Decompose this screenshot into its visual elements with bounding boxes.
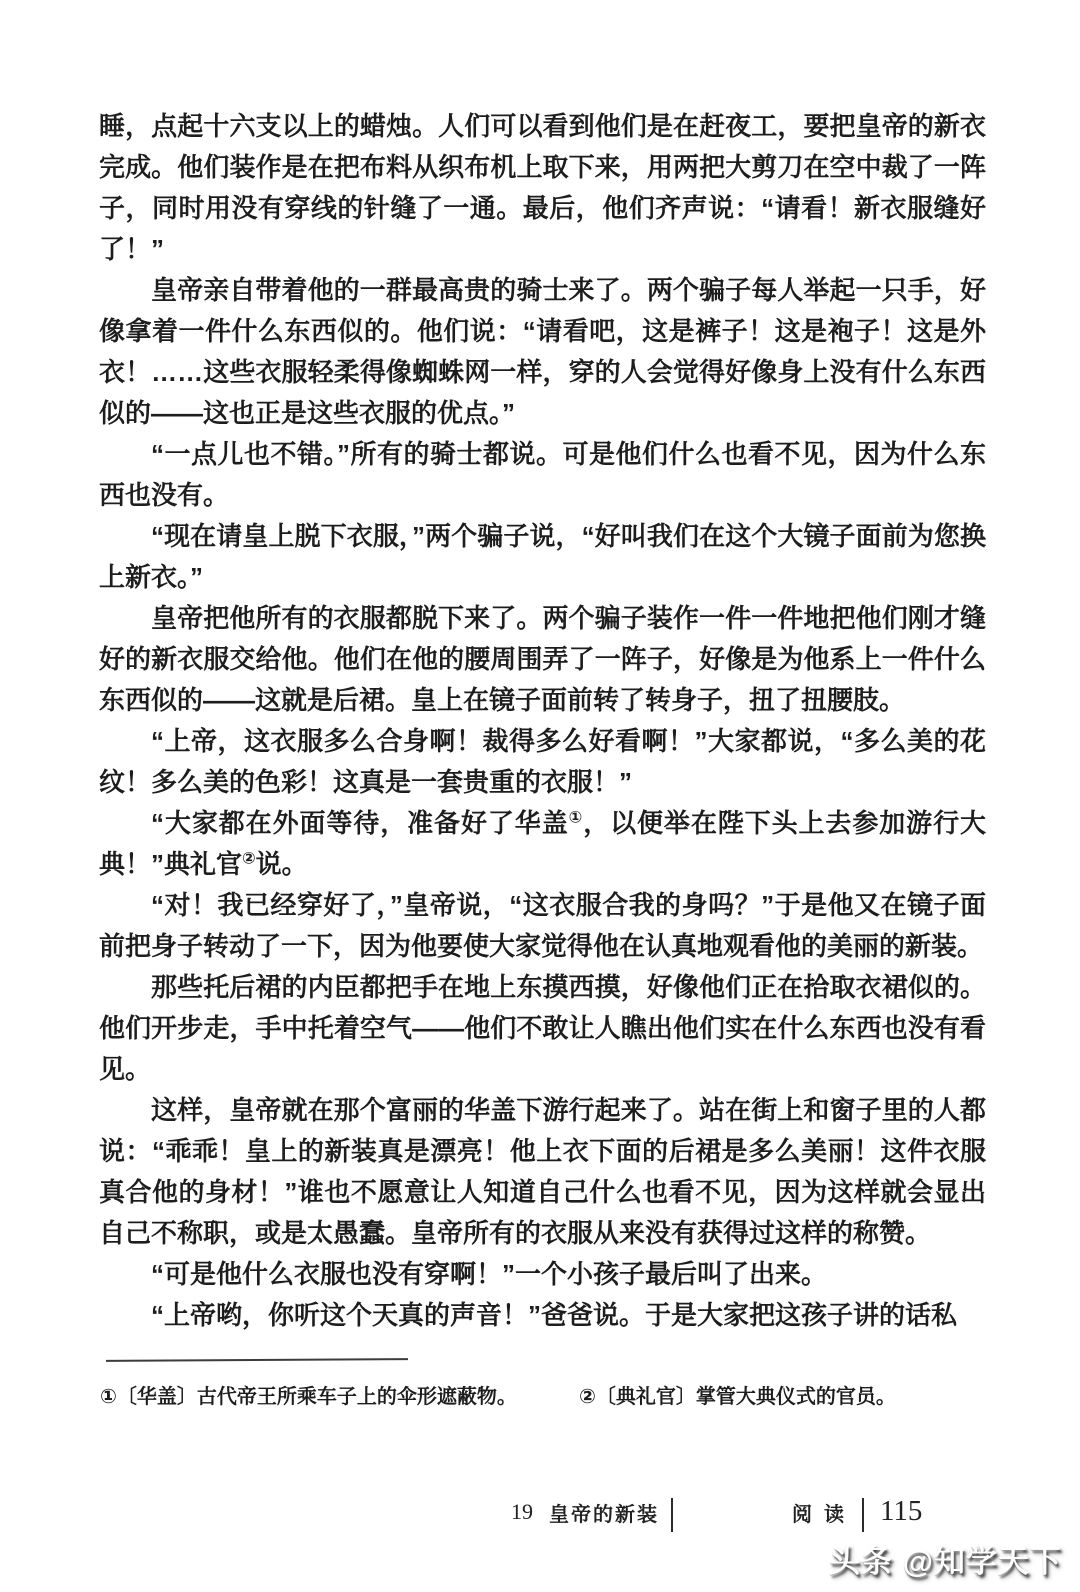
footnote-ref: ① <box>568 808 584 827</box>
paragraph: “一点儿也不错。”所有的骑士都说。可是他们什么也看不见，因为什么东西也没有。 <box>99 439 986 510</box>
footnote-separator-rule <box>106 1358 408 1362</box>
paragraph: “上帝哟，你听这个天真的声音！”爸爸说。于是大家把这孩子讲的话私 <box>151 1300 958 1330</box>
lesson-title: 皇帝的新装 <box>549 1503 659 1526</box>
paragraph: 皇帝亲自带着他的一群最高贵的骑士来了。两个骗子每人举起一只手，好像拿着一件什么东西似的。他们说：“请看吧，这是裤子！这是袍子！这是外衣！……这些衣服轻柔得像蜘蛛网一样，穿的人会觉得好像身上没有什么东西似的——这也正是这些衣服的优点。” <box>99 275 986 428</box>
page-number: 115 <box>880 1494 923 1527</box>
paragraph: “现在请皇上脱下衣服，”两个骗子说，“好叫我们在这个大镜子面前为您换上新衣。” <box>99 521 986 592</box>
footer-divider-bar <box>862 1498 864 1532</box>
footer-lesson-group <box>511 1495 673 1529</box>
footnote-huagai: ①〔华盖〕古代帝王所乘车子上的伞形遮蔽物。 <box>100 1386 517 1408</box>
watermark: 头条 @知学天下 <box>829 1544 1062 1579</box>
footer-page-group <box>792 1495 922 1529</box>
paragraph: “上帝，这衣服多么合身啊！裁得多么好看啊！”大家都说，“多么美的花纹！多么美的色彩！这真是一套贵重的衣服！” <box>99 726 986 797</box>
paragraph: “可是他什么衣服也没有穿啊！”一个小孩子最后叫了出来。 <box>151 1259 828 1289</box>
footnote-ref: ② <box>242 849 256 868</box>
paragraph: “对！我已经穿好了，”皇帝说，“这衣服合我的身吗？”于是他又在镜子面前把身子转动了一下，因为他要使大家觉得他在认真地观看他的美丽的新装。 <box>99 890 986 961</box>
footnotes <box>100 1382 987 1412</box>
paragraph: 皇帝把他所有的衣服都脱下来了。两个骗子装作一件一件地把他们刚才缝好的新衣服交给他。他们在他的腰周围弄了一阵子，好像是为他系上一件什么东西似的——这就是后裙。皇上在镜子面前转了转身子，扭了扭腰肢。 <box>99 603 986 715</box>
paragraph: “大家都在外面等待，准备好了华盖①，以便举在陛下头上去参加游行大典！”典礼官②说。 <box>99 808 986 879</box>
paragraph: 这样，皇帝就在那个富丽的华盖下游行起来了。站在街上和窗子里的人都说：“乖乖！皇上的新装真是漂亮！他上衣下面的后裙是多么美丽！这件衣服真合他的身材！”谁也不愿意让人知道自己什么也看不见，因为这样就会显出自己不称职，或是太愚蠢。皇帝所有的衣服从来没有获得过这样的称赞。 <box>99 1095 986 1248</box>
section-label: 阅读 <box>792 1503 856 1526</box>
paragraph: 睡，点起十六支以上的蜡烛。人们可以看到他们是在赶夜工，要把皇帝的新衣完成。他们装作是在把布料从织布机上取下来，用两把大剪刀在空中裁了一阵子，同时用没有穿线的针缝了一通。最后，他们齐声说：“请看！新衣服缝好了！” <box>99 111 986 264</box>
lesson-number: 19 <box>511 1499 533 1524</box>
paragraph: 那些托后裙的内臣都把手在地上东摸西摸，好像他们正在拾取衣裙似的。他们开步走，手中托着空气——他们不敢让人瞧出他们实在什么东西也没有看见。 <box>99 972 986 1084</box>
footnote-dianliguan: ②〔典礼官〕掌管大典仪式的官员。 <box>578 1386 896 1408</box>
footer-divider-bar <box>671 1498 673 1532</box>
body-text <box>99 106 986 1336</box>
